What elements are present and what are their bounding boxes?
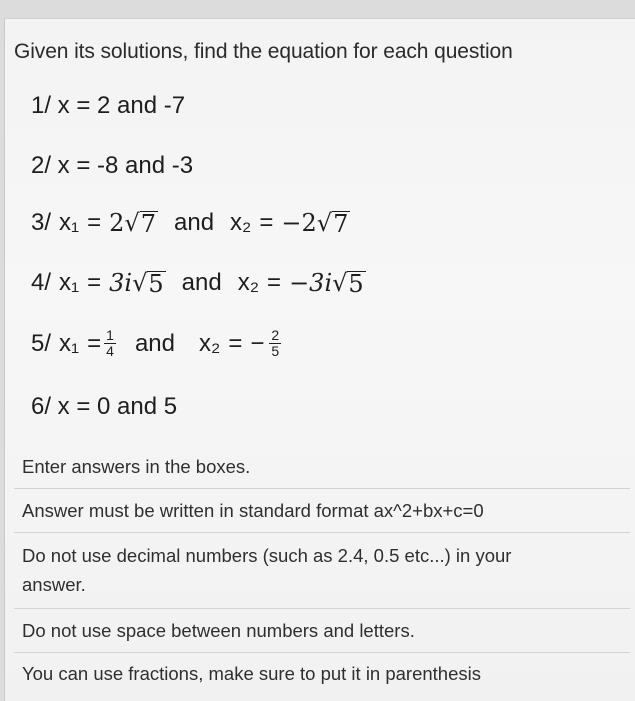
divider: [14, 652, 630, 653]
question-5-prefix: 5/: [31, 329, 52, 357]
question-6: 6/ x = 0 and 5: [31, 393, 178, 420]
question-3-x1-label: x₁: [59, 209, 80, 236]
question-4-equals-2: =: [267, 269, 282, 296]
question-3-and: and: [174, 209, 215, 236]
question-5-x2-label: x₂: [198, 329, 221, 357]
question-5-denominator-2: 5: [271, 343, 280, 360]
square-root-icon: √ 7: [316, 209, 349, 238]
instruction-fractions: You can use fractions, make sure to put it in parenthesis: [22, 663, 481, 684]
square-root-icon: √ 5: [132, 269, 164, 298]
question-4-prefix: 4/: [31, 269, 52, 296]
instruction-enter-answers: Enter answers in the boxes.: [22, 456, 251, 477]
question-3: [31, 209, 350, 237]
square-root-icon: √ 5: [332, 269, 364, 298]
question-5-equals-1: =: [87, 329, 102, 357]
question-2: 2/ x = -8 and -3: [31, 152, 194, 179]
divider: [14, 488, 630, 489]
divider: [14, 608, 630, 609]
question-5-x1-label: x₁: [59, 329, 80, 357]
question-4-x1-label: x₁: [59, 269, 80, 296]
question-5-fraction-2: [269, 328, 281, 360]
prompt-text: Given its solutions, find the equation for each question: [14, 40, 513, 63]
question-4-radicand-2: 5: [348, 269, 364, 298]
question-3-coef-2: −2: [281, 209, 317, 237]
instruction-standard-format: Answer must be written in standard format ax^2+bx+c=0: [22, 500, 484, 521]
question-3-radicand-2: 7: [333, 209, 349, 238]
question-4-coef-1: 3i: [109, 269, 133, 297]
instruction-no-decimals: Do not use decimal numbers (such as 2.4, 0.5 etc...) in your answer.: [22, 545, 512, 595]
divider: [14, 532, 630, 533]
question-3-equals-1: =: [87, 209, 102, 236]
instruction-no-spaces: Do not use space between numbers and letters.: [22, 620, 415, 641]
question-5-fraction-1: [104, 328, 116, 360]
question-4-and: and: [181, 269, 222, 296]
question-4-x2-label: x₂: [237, 269, 260, 296]
question-3-root-1: [109, 209, 158, 237]
question-4-root-2: [289, 269, 366, 297]
question-3-equals-2: =: [259, 209, 274, 236]
question-5-negative-sign: −: [250, 329, 265, 357]
question-5-equals-2: =: [228, 329, 243, 357]
question-5: [31, 328, 284, 360]
question-5-denominator-1: 4: [106, 343, 114, 360]
question-4-root-1: [109, 269, 166, 297]
question-3-root-2: [281, 209, 350, 237]
question-4: [31, 269, 366, 297]
question-4-coef-2: −3i: [289, 269, 333, 297]
question-3-x2-label: x₂: [230, 209, 252, 236]
question-4-radicand-1: 5: [148, 269, 164, 298]
question-3-prefix: 3/: [31, 209, 52, 236]
question-5-and: and: [134, 329, 175, 357]
question-3-coef-1: 2: [109, 209, 125, 237]
question-1: 1/ x = 2 and -7: [31, 92, 186, 119]
square-root-icon: √ 7: [124, 209, 156, 238]
question-4-equals-1: =: [87, 269, 102, 296]
question-3-radicand-1: 7: [140, 209, 156, 238]
question-5-numerator-1: 1: [106, 327, 114, 343]
question-5-numerator-2: 2: [271, 327, 280, 343]
